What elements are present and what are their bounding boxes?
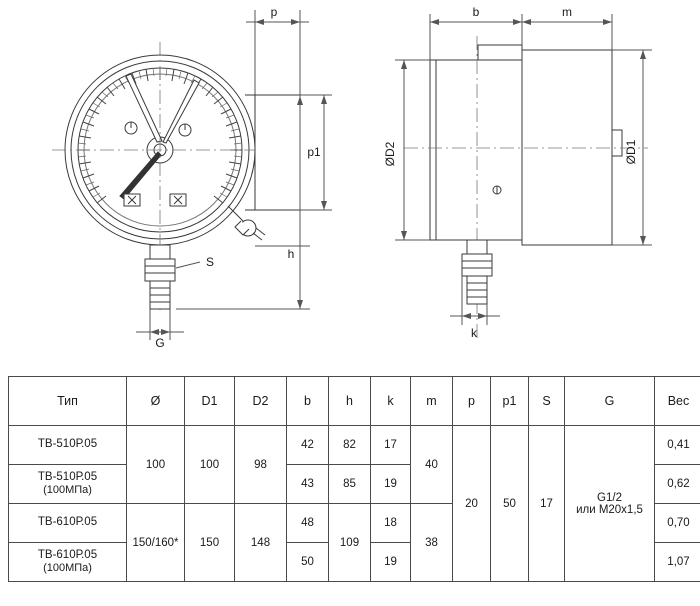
header-m: m [411, 377, 453, 426]
cell-m: 38 [411, 504, 453, 582]
label-p1: p1 [307, 145, 321, 159]
cell-type [9, 426, 127, 465]
cell-weight: 0,70 [655, 504, 700, 543]
header-h: h [329, 377, 371, 426]
label-G: G [155, 336, 165, 350]
cell-d2: 98 [235, 426, 287, 504]
type-sublabel: (100МПа) [43, 484, 92, 497]
cell-d1: 150 [185, 504, 235, 582]
cell-type [9, 504, 127, 543]
header-p1: p1 [491, 377, 529, 426]
cell-type [9, 543, 127, 582]
header-p: p [453, 377, 491, 426]
header-g: G [565, 377, 655, 426]
cell-d2: 148 [235, 504, 287, 582]
label-p: p [270, 5, 278, 19]
header-b: b [287, 377, 329, 426]
cell-p: 20 [453, 426, 491, 582]
dim-p-group [246, 10, 309, 100]
cell-b: 50 [287, 543, 329, 582]
cell-weight: 1,07 [655, 543, 700, 582]
type-label: ТВ-610Р.05 [37, 549, 98, 562]
cell-diameter: 150/160* [127, 504, 185, 582]
table-header-row [9, 377, 700, 426]
cell-d1: 100 [185, 426, 235, 504]
label-h: h [287, 247, 295, 261]
cell-b: 43 [287, 465, 329, 504]
cell-s: 17 [529, 426, 565, 582]
label-D1: ØD1 [624, 139, 638, 165]
cell-h: 82 [329, 426, 371, 465]
cell-weight: 0,62 [655, 465, 700, 504]
cell-diameter: 100 [127, 426, 185, 504]
header-k: k [371, 377, 411, 426]
type-label: ТВ-610Р.05 [37, 516, 98, 529]
header-type: Тип [9, 377, 127, 426]
type-label: ТВ-510Р.05 [37, 471, 98, 484]
cell-k: 17 [371, 426, 411, 465]
type-label: ТВ-510Р.05 [37, 438, 98, 451]
spec-table [8, 376, 700, 582]
header-weight: Вес [655, 377, 700, 426]
g-value-line2: или М20х1,5 [576, 503, 643, 516]
cell-type [9, 465, 127, 504]
cell-m: 40 [411, 426, 453, 504]
cell-b: 48 [287, 504, 329, 543]
cell-h: 109 [329, 504, 371, 582]
cell-h: 85 [329, 465, 371, 504]
dim-D2-group [395, 60, 430, 240]
g-value-line1: G1/2 [597, 491, 622, 504]
type-sublabel: (100МПа) [43, 562, 92, 575]
cell-g [565, 426, 655, 582]
cell-k: 19 [371, 543, 411, 582]
label-D2: ØD2 [383, 141, 397, 167]
cell-k: 18 [371, 504, 411, 543]
cell-p1: 50 [491, 426, 529, 582]
label-m: m [562, 5, 572, 19]
cell-b: 42 [287, 426, 329, 465]
label-S: S [205, 255, 215, 269]
table-row [9, 426, 700, 465]
header-d2: D2 [235, 377, 287, 426]
label-b: b [472, 5, 480, 19]
header-s: S [529, 377, 565, 426]
spec-table-container [8, 376, 692, 582]
cell-weight: 0,41 [655, 426, 700, 465]
label-k: k [471, 326, 477, 340]
header-d1: D1 [185, 377, 235, 426]
cell-k: 19 [371, 465, 411, 504]
header-diameter: Ø [127, 377, 185, 426]
